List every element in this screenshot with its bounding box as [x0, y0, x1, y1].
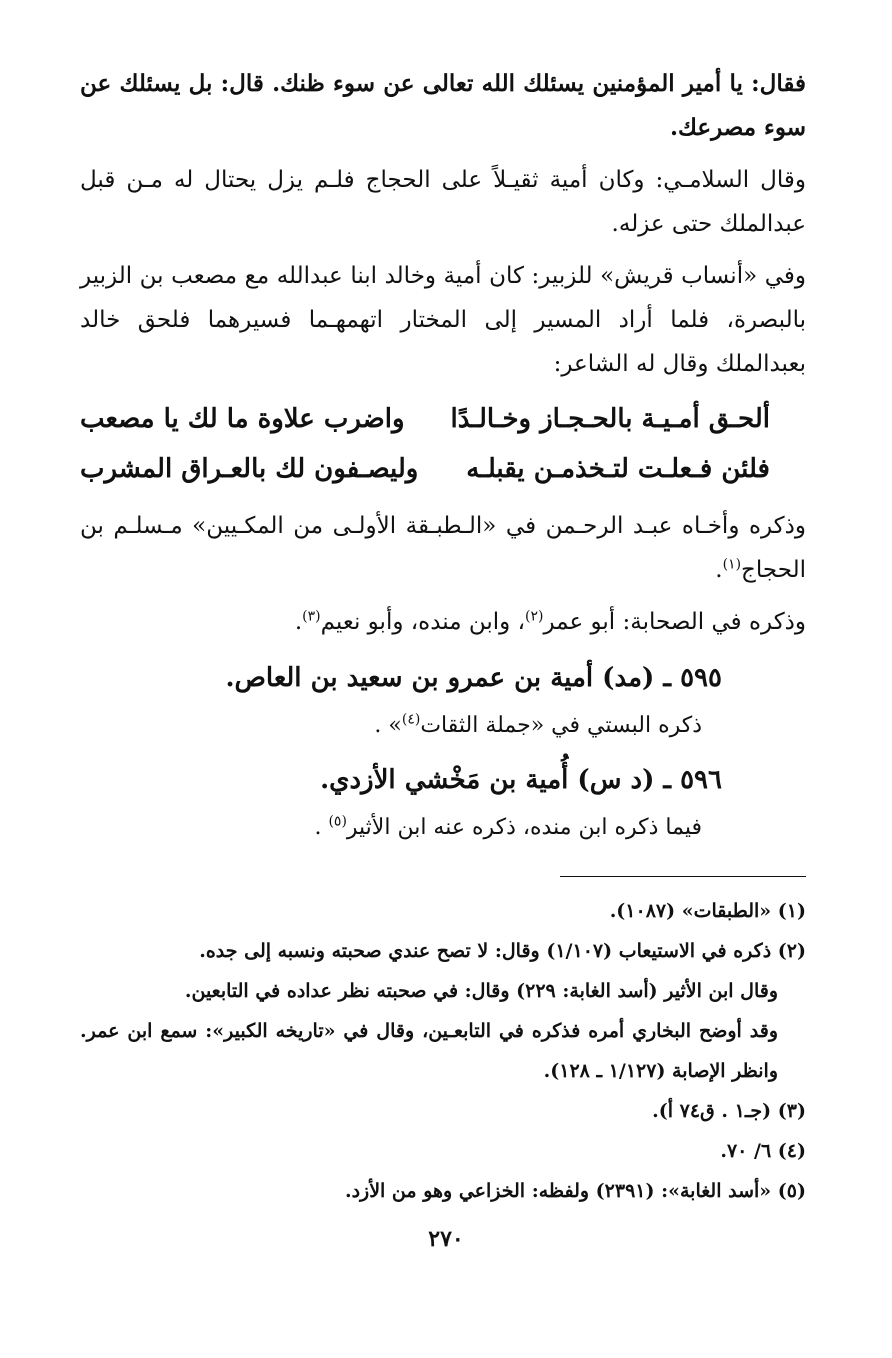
footnote-ref-5[interactable]: (٥)	[328, 813, 347, 830]
paragraph-3: وفي «أنساب قريش» للزبير: كان أمية وخالد ابنا عبدالله مع مصعب بن الزبير بالبصرة، فلما أراد المسير إلى المختار اتهمهـما فسيرهما فلحق خالد بعبدالملك وقال له الشاعر:	[80, 263, 806, 377]
footnote-1	[80, 891, 806, 931]
entry-596-body	[80, 806, 702, 850]
footnotes	[80, 891, 806, 1211]
paragraph-1: فقال: يا أمير المؤمنين يسئلك الله تعالى عن سوء ظنك. قال: بل يسئلك عن سوء مصرعك.	[80, 70, 806, 141]
entry-595-end: » .	[374, 713, 402, 738]
entry-595-body	[80, 704, 702, 748]
footnote-ref-2[interactable]: (٢)	[525, 608, 544, 625]
paragraph-4-text: وذكره وأخـاه عبـد الرحـمن في «الـطبـقة الأولـى من المكـيين» مـسلـم بن الحجاج	[80, 513, 806, 583]
entry-595-text: ذكره البستي في «جملة الثقات	[420, 713, 702, 738]
footnote-2-line-2: وقال ابن الأثير (أسد الغابة: ٢٢٩) وقال: في صحبته نظر عداده في التابعين.	[184, 980, 778, 1002]
verse-line-1	[80, 394, 806, 444]
page-number: ٢٧٠	[428, 1226, 464, 1252]
footnote-4-text: ٦/ ٧٠.	[720, 1140, 772, 1162]
footnote-2-number: (٢)	[777, 940, 806, 962]
footnote-1-number: (١)	[777, 900, 806, 922]
verse-line-2	[80, 444, 806, 494]
footnote-2	[80, 931, 806, 971]
paragraph-5-end: .	[294, 609, 303, 635]
paragraph-4	[80, 504, 806, 592]
paragraph-5-text-a: وذكره في الصحابة: أبو عمر	[543, 609, 806, 635]
verse-2-second-hemistich: وليصـفون لك بالعـراق المشرب	[80, 454, 419, 484]
entry-596-text: فيما ذكره ابن منده، ذكره عنه ابن الأثير	[346, 815, 702, 840]
verse-1-first-hemistich: ألحـق أمـيـة بالحـجـاز وخـالـدًا	[450, 404, 770, 434]
verse-2-first-hemistich: فلئن فـعلـت لتـخذمـن يقبلـه	[466, 454, 770, 484]
entry-596-heading: ٥٩٦ ـ (د س) أُمية بن مَخْشي الأزدي.	[320, 765, 722, 795]
footnote-ref-1[interactable]: (١)	[722, 556, 742, 573]
footnote-3-number: (٣)	[777, 1100, 806, 1122]
footnote-4	[80, 1131, 806, 1171]
footnote-2-line-3: وقد أوضح البخاري أمره فذكره في التابعـين، وقال في «تاريخه الكبير»: سمع ابن عمر. وانظر الإصابة (١/١٢٧ ـ ١٢٨).	[80, 1020, 778, 1082]
footnote-5-text: «أسد الغابة»: (٢٣٩١) ولفظه: الخزاعي وهو من الأزد.	[344, 1180, 772, 1202]
paragraph-2: وقال السلامـي: وكان أمية ثقيـلاً على الحجاج فلـم يزل يحتال له مـن قبل عبدالملك حتى عزله.	[80, 167, 806, 237]
verse-1-second-hemistich: واضرب علاوة ما لك يا مصعب	[80, 404, 405, 434]
footnote-5-number: (٥)	[777, 1180, 806, 1202]
entry-596-end: .	[314, 815, 329, 840]
footnote-separator	[560, 876, 806, 877]
page-body	[80, 62, 806, 1211]
footnote-3	[80, 1091, 806, 1131]
paragraph-5-text-b: ، وابن منده، وأبو نعيم	[320, 609, 526, 635]
footnote-4-number: (٤)	[777, 1140, 806, 1162]
footnote-ref-4[interactable]: (٤)	[401, 711, 421, 728]
footnote-3-text: (جـ١ . ق٧٤ أ).	[652, 1100, 772, 1122]
footnote-5	[80, 1171, 806, 1211]
poem	[80, 394, 806, 494]
footnote-ref-3[interactable]: (٣)	[302, 608, 321, 625]
entry-595-heading: ٥٩٥ ـ (مد) أمية بن عمرو بن سعيد بن العاص.	[225, 663, 722, 693]
footnote-2-text: ذكره في الاستيعاب (١/١٠٧) وقال: لا تصح عندي صحبته ونسبه إلى جده.	[199, 940, 772, 962]
paragraph-5	[80, 600, 806, 644]
paragraph-4-end: .	[715, 557, 723, 583]
footnote-1-text: «الطبقات» (١٠٨٧).	[609, 900, 772, 922]
